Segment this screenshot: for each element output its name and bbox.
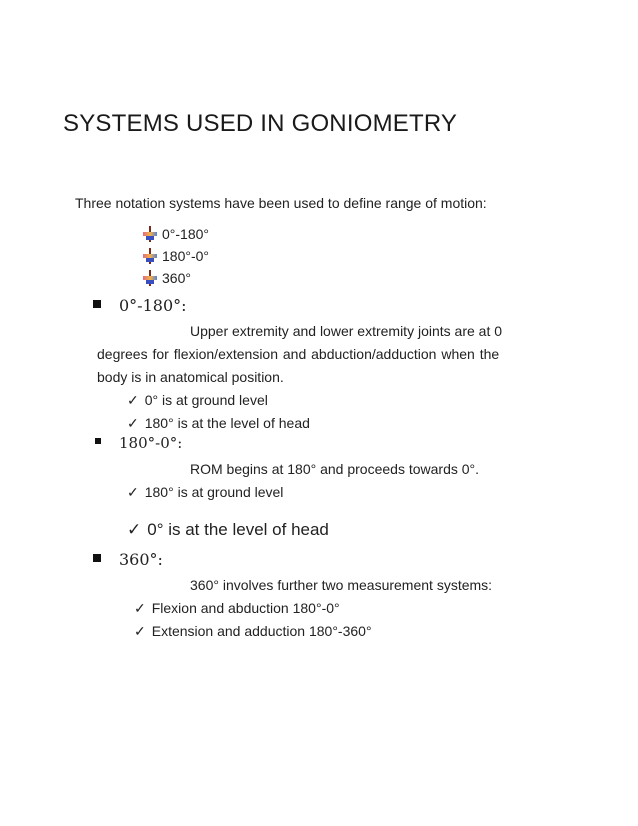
checkmark-icon: ✓	[127, 415, 139, 431]
check-item	[127, 520, 329, 540]
section-heading	[93, 296, 187, 316]
check-text: 0° is at ground level	[144, 392, 268, 408]
cross-glyph-icon	[143, 248, 157, 264]
checkmark-icon: ✓	[127, 520, 142, 539]
check-item	[127, 392, 268, 409]
check-text: 180° is at ground level	[144, 484, 284, 500]
section-body-line: ROM begins at 180° and proceeds towards 0°.	[190, 461, 480, 477]
notation-label: 360°	[162, 270, 191, 286]
page-title: SYSTEMS USED IN GONIOMETRY	[63, 110, 458, 137]
notation-item	[143, 226, 209, 242]
cross-glyph-icon	[143, 270, 157, 286]
square-bullet-icon	[93, 300, 101, 308]
notation-label: 0°-180°	[162, 226, 210, 242]
intro-text: Three notation systems have been used to define range of motion:	[75, 195, 487, 211]
checkmark-icon: ✓	[134, 623, 146, 639]
notation-item	[143, 248, 209, 264]
checkmark-icon: ✓	[127, 484, 139, 500]
check-item	[134, 600, 340, 617]
section-heading-text: 0°-180°:	[119, 296, 187, 315]
section-body-line: 360° involves further two measurement systems:	[190, 577, 493, 593]
notation-label: 180°-0°	[162, 248, 210, 264]
check-text: 0° is at the level of head	[147, 520, 329, 539]
square-bullet-icon	[95, 438, 101, 444]
section-heading	[95, 434, 182, 453]
checkmark-icon: ✓	[127, 392, 139, 408]
check-text: Extension and adduction 180°-360°	[151, 623, 372, 639]
check-item	[127, 484, 283, 501]
section-heading	[93, 550, 163, 570]
cross-glyph-icon	[143, 226, 157, 242]
section-heading-text: 180°-0°:	[119, 434, 183, 452]
check-item	[134, 623, 372, 640]
section-body-line: degrees for flexion/extension and abduction/adduction when the	[97, 346, 500, 362]
section-body-line: body is in anatomical position.	[97, 369, 284, 385]
checkmark-icon: ✓	[134, 600, 146, 616]
check-text: 180° is at the level of head	[144, 415, 310, 431]
section-body-line: Upper extremity and lower extremity joints are at 0	[190, 323, 503, 339]
check-item	[127, 415, 310, 432]
check-text: Flexion and abduction 180°-0°	[151, 600, 340, 616]
notation-item	[143, 270, 191, 286]
section-heading-text: 360°:	[119, 550, 163, 569]
square-bullet-icon	[93, 554, 101, 562]
